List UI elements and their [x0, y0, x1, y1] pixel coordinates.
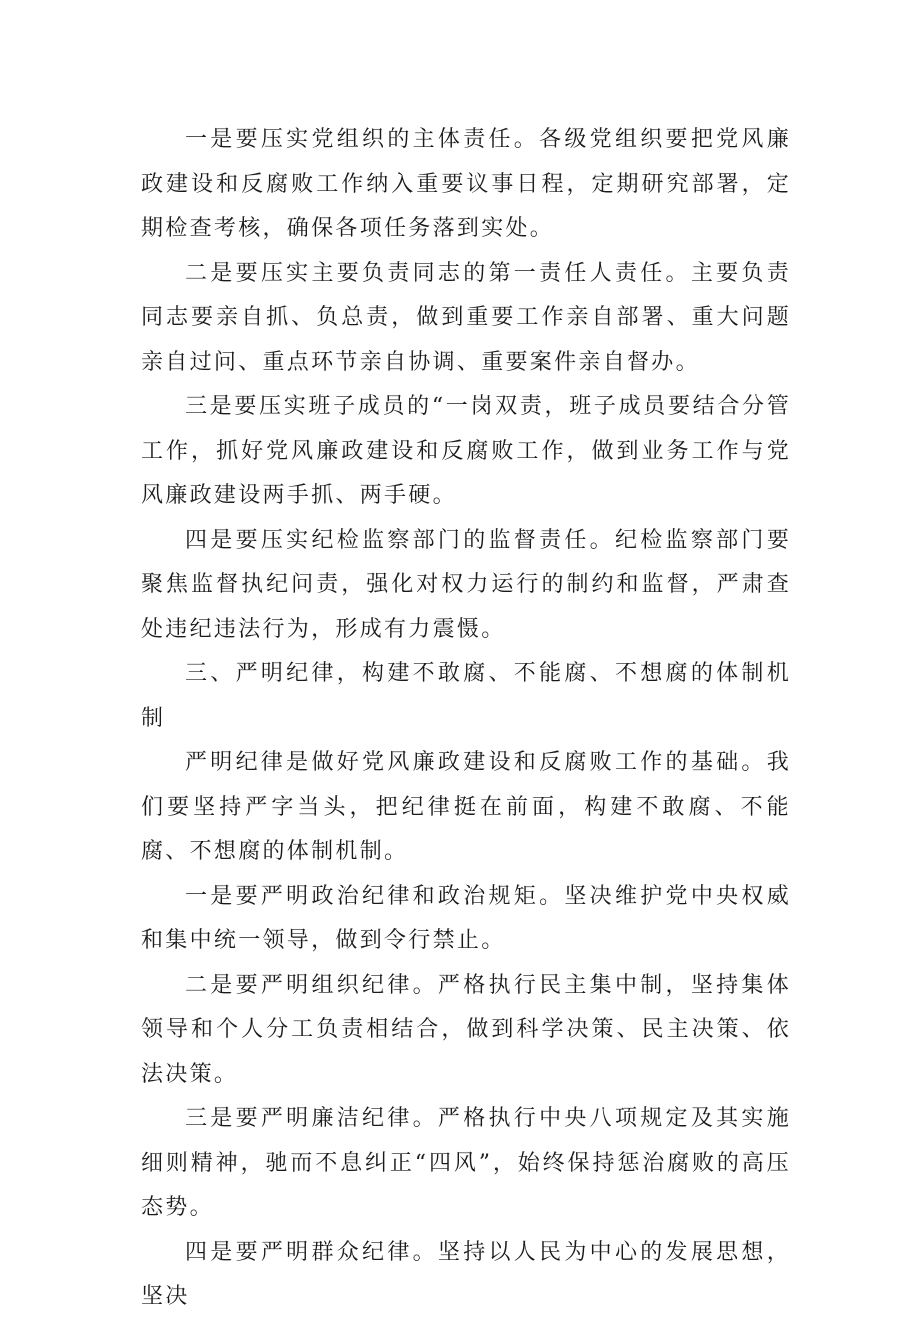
- paragraph-1: 一是要压实党组织的主体责任。各级党组织要把党风廉政建设和反腐败工作纳入重要议事日程，定期研究部署，定期检查考核，确保各项任务落到实处。: [141, 127, 791, 241]
- paragraph-4: 四是要压实纪检监察部门的监督责任。纪检监察部门要聚焦监督执纪问责，强化对权力运行的制约和监督，严肃查处违纪违法行为，形成有力震慑。: [141, 527, 791, 642]
- paragraph-6: 一是要严明政治纪律和政治规矩。坚决维护党中央权威和集中统一领导，做到令行禁止。: [141, 883, 791, 953]
- document-body: [141, 118, 791, 1320]
- paragraph-3: 三是要压实班子成员的“一岗双责，班子成员要结合分管工作，抓好党风廉政建设和反腐败工作，做到业务工作与党风廉政建设两手抓、两手硬。: [141, 394, 791, 508]
- paragraph-2: 二是要压实主要负责同志的第一责任人责任。主要负责同志要亲自抓、负总责，做到重要工作亲自部署、重大问题亲自过问、重点环节亲自协调、重要案件亲自督办。: [141, 260, 791, 375]
- paragraph-9: 四是要严明群众纪律。坚持以人民为中心的发展思想，坚决: [141, 1239, 791, 1309]
- paragraph-5: 严明纪律是做好党风廉政建设和反腐败工作的基础。我们要坚持严字当头，把纪律挺在前面，构建不敢腐、不能腐、不想腐的体制机制。: [141, 750, 791, 864]
- paragraph-7: 二是要严明组织纪律。严格执行民主集中制，坚持集体领导和个人分工负责相结合，做到科学决策、民主决策、依法决策。: [141, 972, 791, 1087]
- section-heading: 三、严明纪律，构建不敢腐、不能腐、不想腐的体制机制: [141, 661, 791, 731]
- paragraph-8: 三是要严明廉洁纪律。严格执行中央八项规定及其实施细则精神，驰而不息纠正“四风”，始终保持惩治腐败的高压态势。: [141, 1106, 791, 1220]
